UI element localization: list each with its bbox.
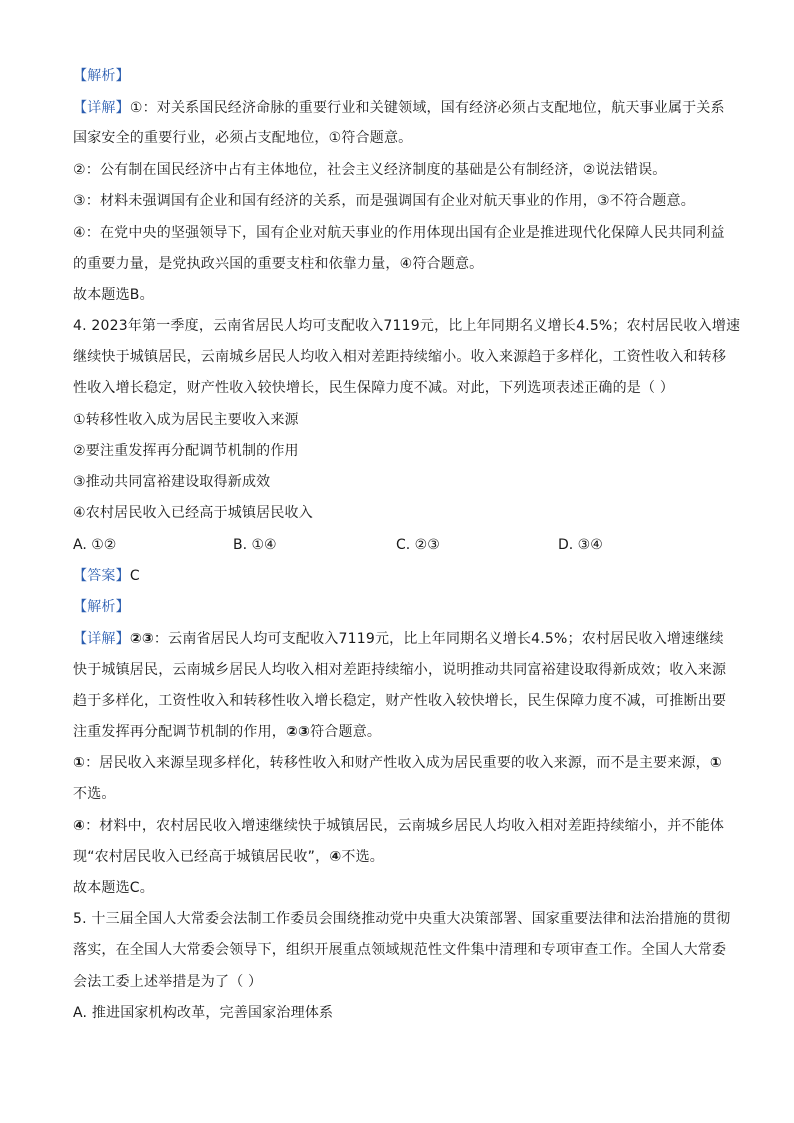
q4-item-1: ①转移性收入成为居民主要收入来源 [73,412,299,428]
q3-point-3: ③：材料未强调国有企业和国有经济的关系，而是强调国有企业对航天事业的作用，③不符合题意。 [73,193,695,209]
q4-stem-line-3: 性收入增长稳定，财产性收入较快增长，民生保障力度不减。对此，下列选项表述正确的是（ ） [73,380,675,396]
q4-detail-line-3: 趋于多样化，工资性收入和转移性收入增长稳定，财产性收入较快增长，民生保障力度不减，可推断出要 [73,693,727,709]
q4-stem-line-2: 继续快于城镇居民，云南城乡居民人均收入相对差距持续缩小。收入来源趋于多样化，工资性收入和转移 [73,349,727,365]
q4-item-4: ④农村居民收入已经高于城镇居民收入 [73,505,313,521]
q4-detail-line-1: 【详解】②③：云南省居民人均可支配收入7119元，比上年同期名义增长4.5%；农村居民收入增速继续 [73,631,724,647]
q4-option-d: D. ③④ [558,537,603,553]
q4-explain-1-line-2: 不选。 [73,786,116,802]
q4-item-3: ③推动共同富裕建设取得新成效 [73,474,271,490]
q3-point-4-line-1: ④：在党中央的坚强领导下，国有企业对航天事业的作用体现出国有企业是推进现代化保障人民共同利益 [73,225,725,241]
q3-conclusion: 故本题选B。 [73,287,154,303]
q4-analysis-tag: 【解析】 [73,599,130,615]
answer-tag: 【答案】 [73,568,130,584]
q4-answer [73,566,140,586]
q4-explain-4-line-1: ④：材料中，农村居民收入增速继续快于城镇居民，云南城乡居民人均收入相对差距持续缩小，并不能体 [73,818,725,834]
detail-tag: 【详解】 [73,100,130,116]
q3-point-4-line-2: 的重要力量，是党执政兴国的重要支柱和依靠力量，④符合题意。 [73,256,484,272]
q4-detail-line-2: 快于城镇居民，云南城乡居民人均收入相对差距持续缩小，说明推动共同富裕建设取得新成效；收入来源 [73,662,727,678]
q4-option-c: C. ②③ [396,537,440,553]
q4-item-2: ②要注重发挥再分配调节机制的作用 [73,443,299,459]
analysis-tag: 【解析】 [73,68,130,84]
q5-option-a: A. 推进国家机构改革，完善国家治理体系 [73,1005,334,1021]
q4-explain-4-line-2: 现“农村居民收入已经高于城镇居民收”，④不选。 [73,849,384,865]
q3-point-2: ②：公有制在国民经济中占有主体地位，社会主义经济制度的基础是公有制经济，②说法错误。 [73,162,667,178]
q5-stem-line-2: 落实，在全国人大常委会领导下，组织开展重点领域规范性文件集中清理和专项审查工作。全国人大常委 [73,942,727,958]
q4-explain-1-line-1: ①：居民收入来源呈现多样化，转移性收入和财产性收入成为居民重要的收入来源，而不是主要来源，① [73,755,722,771]
q4-stem-line-1: 4. 2023年第一季度，云南省居民人均可支配收入7119元，比上年同期名义增长4.5%；农村居民收入增速 [73,318,741,334]
q4-option-b: B. ①④ [233,537,277,553]
q4-conclusion: 故本题选C。 [73,880,154,896]
answer-value: C [129,568,140,584]
q3-detail-line-2: 国家安全的重要行业，必须占支配地位，①符合题意。 [73,130,413,146]
q4-detail-line-4: 注重发挥再分配调节机制的作用，②③符合题意。 [73,724,382,740]
q4-option-a: A. ①② [73,537,117,553]
q5-stem-line-3: 会法工委上述举措是为了（ ） [73,974,263,990]
q3-detail-line-1: 【详解】①：对关系国民经济命脉的重要行业和关键领域，国有经济必须占支配地位，航天事业属于关系 [73,100,725,116]
q5-stem-line-1: 5. 十三届全国人大常委会法制工作委员会围绕推动党中央重大决策部署、国家重要法律和法治措施的贯彻 [73,911,731,927]
